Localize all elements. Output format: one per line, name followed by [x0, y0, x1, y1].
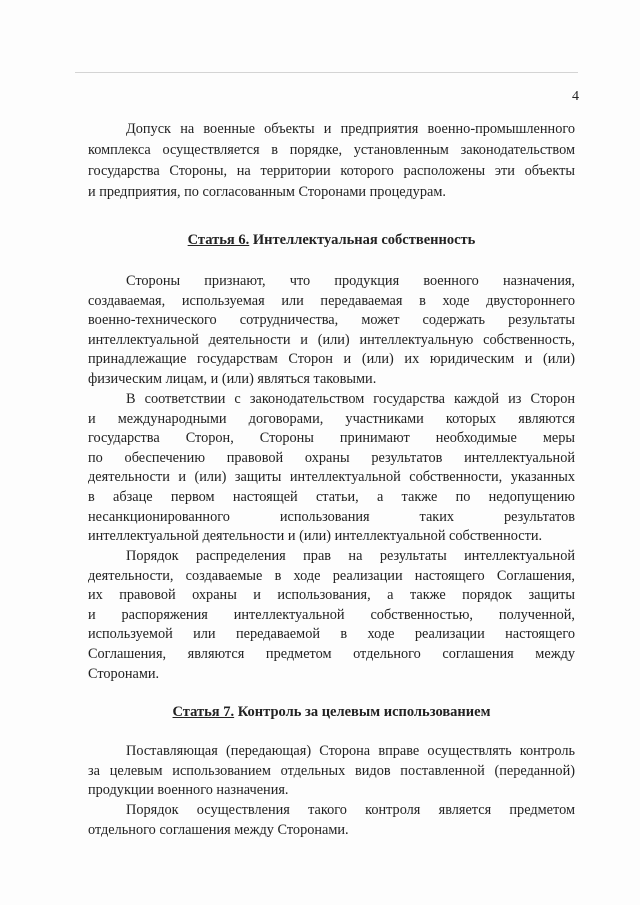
paragraph-intro [88, 119, 575, 203]
text-line: по обеспечению правовой охраны результатов интеллектуальной [88, 449, 575, 466]
text-line: физическим лицам, и (или) являться таковыми. [88, 370, 377, 387]
text-line: создаваемая, используемая или передаваемая в ходе двустороннего [88, 292, 575, 309]
article-6-paragraph-2 [88, 390, 575, 547]
article-7-paragraph-2 [88, 801, 575, 840]
text-line: военно-технического сотрудничества, может содержать результаты [88, 312, 575, 329]
text-line: деятельности, создаваемые в ходе реализации настоящего Соглашения, [88, 567, 575, 584]
text-line: за целевым использованием отдельных видов поставленной (переданной) [88, 762, 575, 779]
text-line: В соответствии с законодательством государства каждой из Сторон [126, 391, 575, 407]
text-line: комплекса осуществляется в порядке, установленным законодательством [88, 142, 575, 158]
text-line: Стороны признают, что продукция военного назначения, [126, 273, 575, 289]
text-line: и предприятия, по согласованным Сторонами процедурам. [88, 184, 446, 200]
text-line: интеллектуальной деятельности и (или) интеллектуальной собственности. [88, 528, 543, 545]
text-line: Порядок распределения прав на результаты интеллектуальной [126, 548, 575, 564]
text-line: государства Сторон, Стороны принимают необходимые меры [88, 430, 575, 447]
text-line: их правовой охраны и использования, а также порядок защиты [88, 587, 575, 604]
page-number: 4 [572, 89, 579, 104]
text-line: Поставляющая (передающая) Сторона вправе осуществлять контроль [126, 743, 575, 759]
text-line: и распоряжения интеллектуальной собственностью, полученной, [88, 606, 575, 623]
text-line: интеллектуальной деятельности и (или) интеллектуальную собственность, [88, 331, 575, 348]
text-line: деятельности и (или) защиты интеллектуальной собственности, указанных [88, 469, 575, 486]
article-6-label: Статья 6. [187, 232, 250, 248]
text-line: государства Стороны, на территории которого расположены эти объекты [88, 163, 575, 179]
text-line: Порядок осуществления такого контроля является предметом [126, 802, 575, 818]
article-7-title: Контроль за целевым использованием [237, 704, 491, 720]
text-line: в абзаце первом настоящей статьи, а также по недопущению [88, 488, 575, 505]
text-line: и международными договорами, участниками которых являются [88, 410, 575, 427]
text-line: отдельного соглашения между Сторонами. [88, 821, 349, 838]
text-line: Допуск на военные объекты и предприятия военно-промышленного [126, 121, 575, 137]
text-line: Соглашения, являются предметом отдельного соглашения между [88, 645, 575, 662]
article-7-paragraph-1 [88, 742, 575, 801]
article-7-label: Статья 7. [172, 704, 235, 720]
text-line: принадлежащие государствам Сторон и (или) их юридическим и (или) [88, 351, 575, 368]
article-6-title: Интеллектуальная собственность [252, 232, 476, 248]
text-line: продукции военного назначения. [88, 782, 289, 799]
article-7-heading [88, 702, 575, 722]
article-6-paragraph-3 [88, 547, 575, 684]
text-line: несанкционированного использования таких результатов [88, 508, 575, 525]
article-6-heading [88, 230, 575, 250]
text-line: используемой или передаваемой в ходе реализации настоящего [88, 626, 575, 643]
text-line: Сторонами. [88, 665, 160, 682]
scan-edge-line [75, 72, 578, 73]
article-6-paragraph-1 [88, 272, 575, 390]
